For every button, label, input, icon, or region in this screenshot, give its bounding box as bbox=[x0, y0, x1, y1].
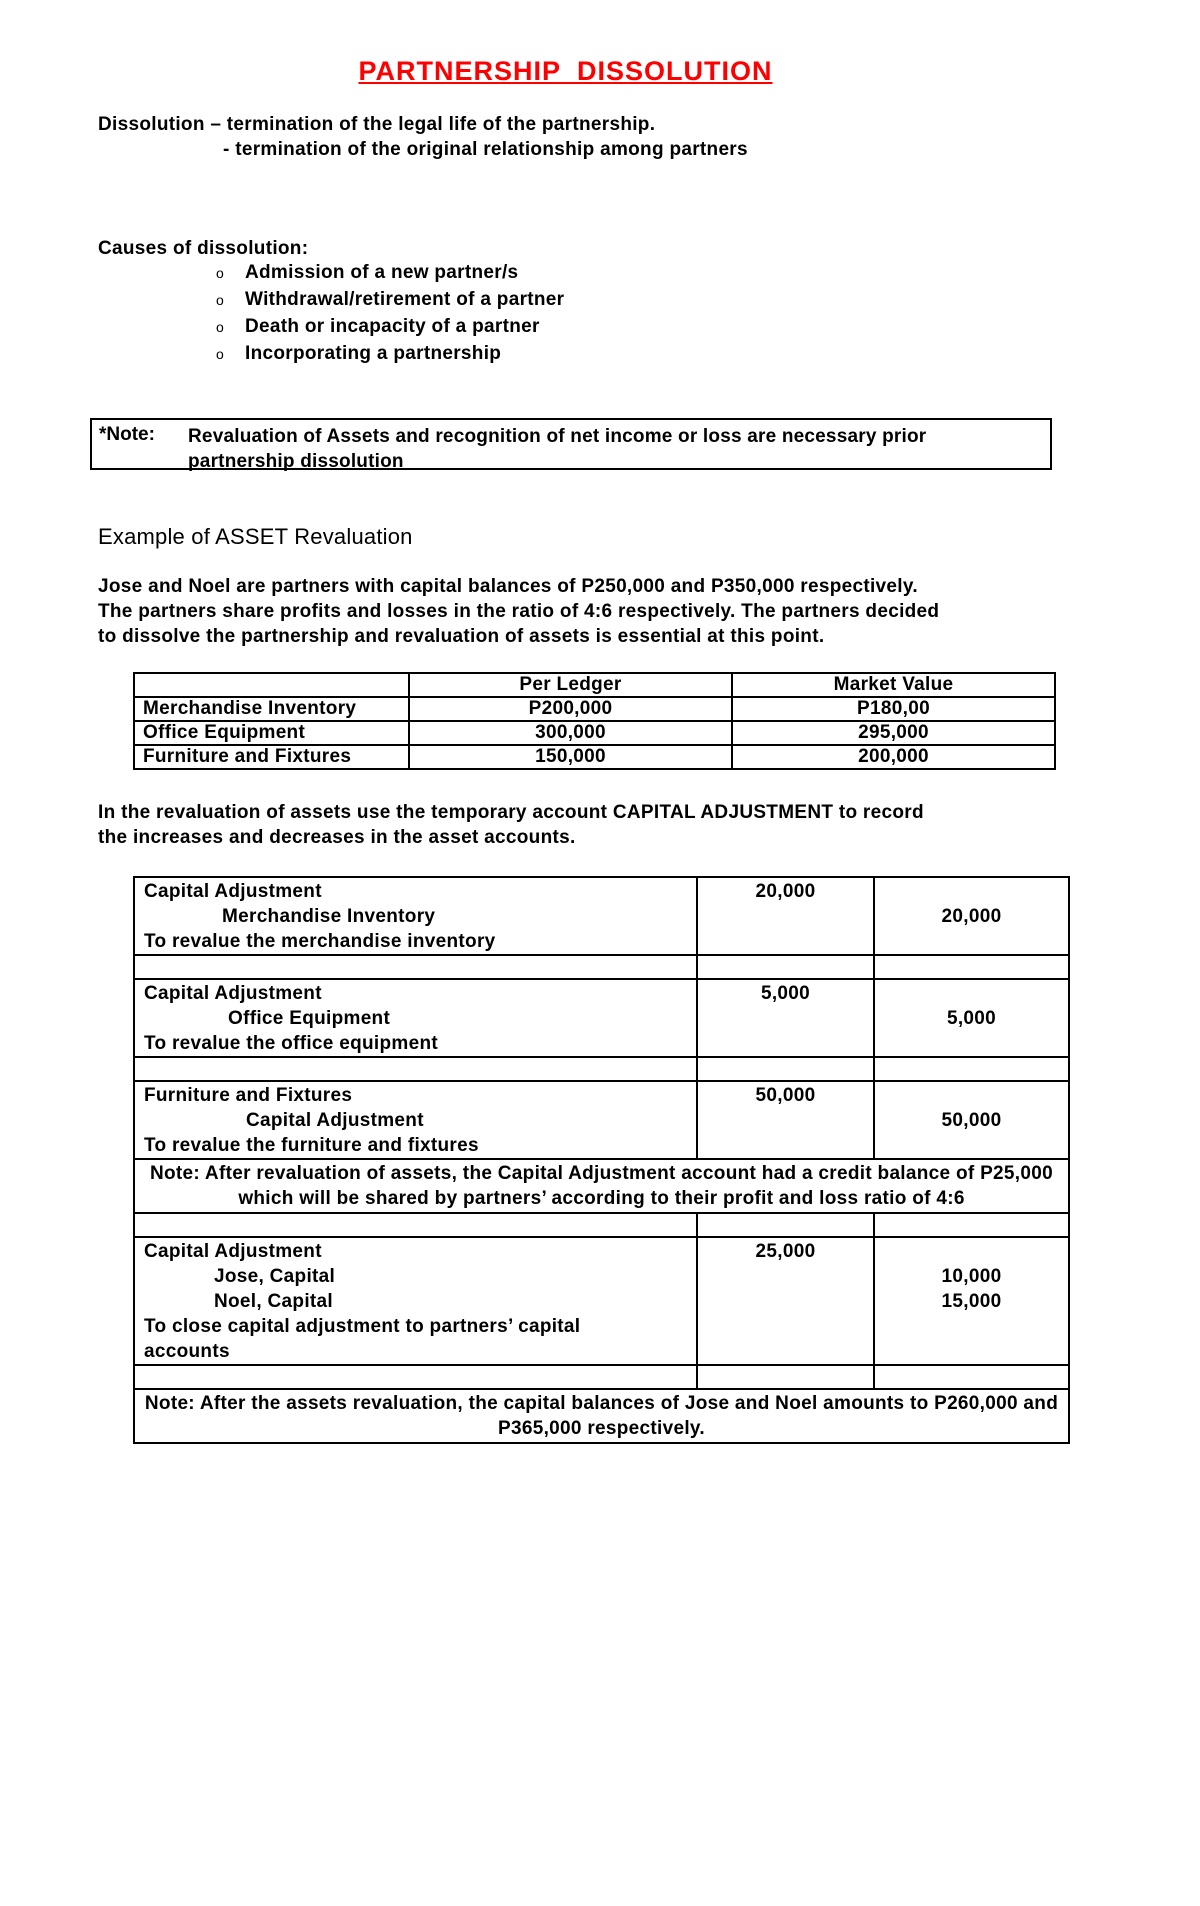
list-item: o Withdrawal/retirement of a partner bbox=[216, 289, 565, 310]
table-cell: Merchandise Inventory bbox=[134, 697, 409, 721]
table-header-cell: Market Value bbox=[732, 673, 1055, 697]
debit-amount: 5,000 bbox=[697, 979, 874, 1057]
table-row bbox=[134, 1213, 1069, 1237]
debit-account: Capital Adjustment bbox=[144, 983, 322, 1004]
credit-amount: 50,000 bbox=[874, 1081, 1069, 1159]
final-balance-note: Note: After the assets revaluation, the capital balances of Jose and Noel amounts to P260,000 and P365,000 respectively. bbox=[134, 1389, 1069, 1443]
definition-line-2: - termination of the original relationship among partners bbox=[223, 139, 748, 160]
bullet-icon: o bbox=[216, 292, 225, 308]
credit-account: Capital Adjustment bbox=[246, 1110, 424, 1131]
bullet-icon: o bbox=[216, 319, 225, 335]
table-cell: 200,000 bbox=[732, 745, 1055, 769]
table-header-row bbox=[134, 673, 1055, 697]
table-cell: 295,000 bbox=[732, 721, 1055, 745]
entry-description bbox=[134, 1081, 697, 1159]
table-cell: 150,000 bbox=[409, 745, 732, 769]
bullet-icon: o bbox=[216, 265, 225, 281]
entry-explanation: To revalue the merchandise inventory bbox=[144, 931, 496, 952]
debit-account: Furniture and Fixtures bbox=[144, 1085, 353, 1106]
credit-amount: 20,000 bbox=[874, 877, 1069, 955]
entry-explanation: To revalue the office equipment bbox=[144, 1033, 438, 1054]
journal-entry bbox=[134, 877, 1069, 955]
note-row bbox=[134, 1159, 1069, 1213]
note-box bbox=[90, 418, 1052, 470]
table-cell: P180,00 bbox=[732, 697, 1055, 721]
definition-line-1: Dissolution – termination of the legal life of the partnership. bbox=[98, 114, 656, 135]
debit-account: Capital Adjustment bbox=[144, 1241, 322, 1262]
table-cell: P200,000 bbox=[409, 697, 732, 721]
debit-amount: 20,000 bbox=[697, 877, 874, 955]
causes-list bbox=[216, 262, 564, 370]
causes-heading: Causes of dissolution: bbox=[98, 238, 309, 259]
example-heading: Example of ASSET Revaluation bbox=[98, 524, 413, 549]
credit-account: Noel, Capital bbox=[214, 1291, 333, 1312]
table-cell: Office Equipment bbox=[134, 721, 409, 745]
credit-account: Jose, Capital bbox=[214, 1266, 336, 1287]
note-row bbox=[134, 1389, 1069, 1443]
entry-description bbox=[134, 1237, 697, 1365]
bullet-icon: o bbox=[216, 346, 225, 362]
table-cell: Furniture and Fixtures bbox=[134, 745, 409, 769]
credit-amount: 15,000 bbox=[941, 1291, 1002, 1312]
entry-description bbox=[134, 877, 697, 955]
list-item: o Admission of a new partner/s bbox=[216, 262, 519, 283]
list-item: o Incorporating a partnership bbox=[216, 343, 502, 364]
list-item: o Death or incapacity of a partner bbox=[216, 316, 540, 337]
journal-entry bbox=[134, 1081, 1069, 1159]
credit-amount: 10,000 bbox=[941, 1266, 1002, 1287]
debit-account: Capital Adjustment bbox=[144, 881, 322, 902]
credit-amount: 5,000 bbox=[874, 979, 1069, 1057]
debit-amount: 25,000 bbox=[697, 1237, 874, 1365]
table-row bbox=[134, 1057, 1069, 1081]
page-title: PARTNERSHIP DISSOLUTION bbox=[358, 56, 773, 86]
credit-amounts bbox=[874, 1237, 1069, 1365]
debit-amount: 50,000 bbox=[697, 1081, 874, 1159]
table-cell: 300,000 bbox=[409, 721, 732, 745]
table-row bbox=[134, 697, 1055, 721]
journal-entries-table bbox=[133, 876, 1070, 1444]
credit-account: Office Equipment bbox=[228, 1008, 391, 1029]
example-para-line-1: Jose and Noel are partners with capital balances of P250,000 and P350,000 respectively. bbox=[98, 576, 918, 597]
instruction-line-1: In the revaluation of assets use the temporary account CAPITAL ADJUSTMENT to record bbox=[98, 802, 924, 823]
table-row bbox=[134, 721, 1055, 745]
instruction-line-2: the increases and decreases in the asset accounts. bbox=[98, 827, 576, 848]
table-row bbox=[134, 745, 1055, 769]
entry-explanation: To revalue the furniture and fixtures bbox=[144, 1135, 479, 1156]
note-label: *Note: bbox=[99, 424, 155, 445]
journal-entry bbox=[134, 979, 1069, 1057]
example-para-line-2: The partners share profits and losses in the ratio of 4:6 respectively. The partners decided bbox=[98, 601, 940, 622]
table-header-cell bbox=[134, 673, 409, 697]
journal-entry bbox=[134, 1237, 1069, 1365]
credit-account: Merchandise Inventory bbox=[222, 906, 436, 927]
table-row bbox=[134, 955, 1069, 979]
entry-explanation: To close capital adjustment to partners’ capital accounts bbox=[144, 1316, 581, 1362]
table-header-cell: Per Ledger bbox=[409, 673, 732, 697]
table-row bbox=[134, 1365, 1069, 1389]
asset-revaluation-table bbox=[133, 672, 1056, 770]
note-text: Revaluation of Assets and recognition of net income or loss are necessary prior partnership dissolution bbox=[188, 426, 927, 472]
entry-description bbox=[134, 979, 697, 1057]
example-para-line-3: to dissolve the partnership and revaluation of assets is essential at this point. bbox=[98, 626, 825, 647]
revaluation-note: Note: After revaluation of assets, the Capital Adjustment account had a credit balance of P25,000 which will be shared by partners’ according to their profit and loss ratio of 4:6 bbox=[134, 1159, 1069, 1213]
